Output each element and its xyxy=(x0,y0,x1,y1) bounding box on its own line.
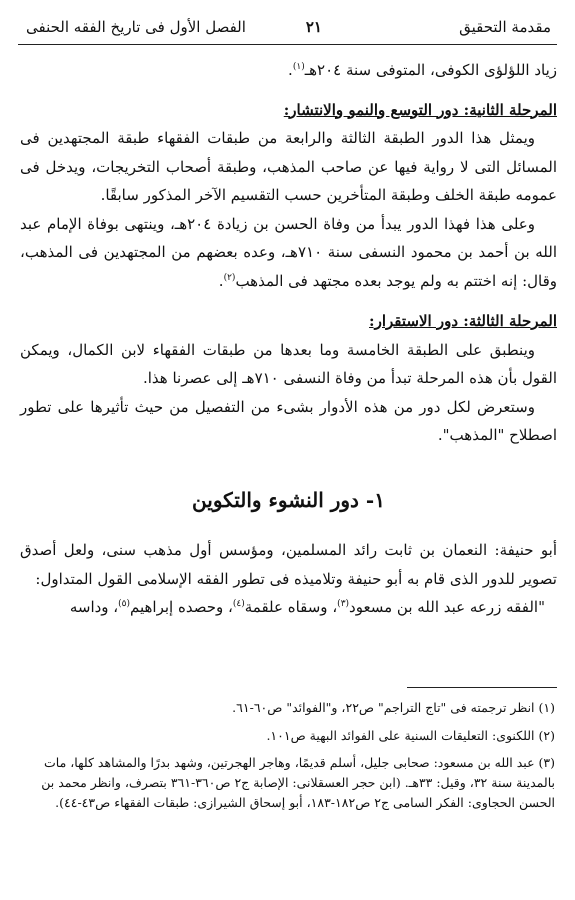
footnote-3: (٣) عبد الله بن مسعود: صحابى جليل، أسلم قديمًا، وهاجر الهجرتين، وشهد بدرًا والمشاهد كلها، مات بالمدينة سنة ٣٢، وقيل: ٣٣هـ. (ابن حجر العسقلانى: الإصابة ج٢ ص٣٦٠-٣٦١ بتصرف، وانظر محمد بن الحسن الحجاوى: الفكر السامى ج٢ ص١٨٢-١٨٣، أبو إسحاق الشيرازى: طبقات الفقهاء ص٤٣-٤٤). xyxy=(41,755,555,810)
header-chapter-title: الفصل الأول فى تاريخ الفقه الحنفى xyxy=(26,18,246,36)
stage-2-paragraph-2: وعلى هذا فهذا الدور يبدأ من وفاة الحسن بن زيادة ٢٠٤هـ، وينتهى بوفاة الإمام عبد الله بن أحمد بن محمود النسفى سنة ٧١٠هـ، وعده بعضهم من المجتهدين فى المذهب، وقال: إنه اختتم به ولم يوجد بعده مجتهد فى المذهب$^{(٢)}$. xyxy=(20,214,558,290)
stage-2-paragraph-1: ويمثل هذا الدور الطبقة الثالثة والرابعة من طبقات الفقهاء طبقة المجتهدين فى المسائل التى لا رواية فيها عن صاحب المذهب، وطبقة أصحاب التخريجات، ويدخل فى عمومه طبقة الخلف وطبقة المتأخرين حسب التقسيم الآخر المذكور سابقًا. xyxy=(20,129,557,204)
footnotes xyxy=(20,697,555,819)
origin-paragraph: أبو حنيفة: النعمان بن ثابت رائد المسلمين، ومؤسس أول مذهب سنى، ولعل أصدق تصوير للدور الذى قام به أبو حنيفة وتلاميذه فى تطور الفقه الإسلامى القول المتداول: xyxy=(20,541,557,588)
footnote-2: (٢) اللكنوى: التعليقات السنية على الفوائد البهية ص١٠١. xyxy=(266,728,555,743)
footnote-1: (١) انظر ترجمته فى "تاج التراجم" ص٢٢، و"الفوائد" ص٦٠-٦١. xyxy=(232,700,555,715)
footnote-separator xyxy=(407,687,557,688)
continued-line-text: زياد اللؤلؤى الكوفى، المتوفى سنة ٢٠٤هـ xyxy=(304,61,557,79)
stage-2-title: المرحلة الثانية: دور التوسع والنمو والانتشار: xyxy=(283,100,557,119)
quote-part-b: ، وسقاه علقمة xyxy=(244,598,338,616)
page-number: ٢١ xyxy=(305,18,322,36)
quote-line xyxy=(20,593,557,622)
footnote-ref-2[interactable]: (٢) xyxy=(223,272,236,283)
header-section-title: مقدمة التحقيق xyxy=(459,18,551,36)
footnote-ref-5[interactable]: (٥) xyxy=(118,599,131,609)
footnote-ref-4[interactable]: (٤) xyxy=(232,599,245,609)
stage-3-paragraph-1: وينطبق على الطبقة الخامسة وما بعدها من طبقات الفقهاء لابن الكمال، ويمكن القول بأن هذه المرحلة تبدأ من وفاة النسفى ٧١٠هـ إلى عصرنا هذا. xyxy=(20,340,557,387)
continued-line: زياد اللؤلؤى الكوفى، المتوفى سنة ٢٠٤هـ$^{(١)}$. xyxy=(288,61,557,79)
stage-3-paragraph-2: وستعرض لكل دور من هذه الأدوار بشىء من التفصيل من حيث تأثيرها على تطور اصطلاح "المذهب". xyxy=(20,397,557,444)
footnote-ref-3[interactable]: (٣) xyxy=(337,599,350,609)
running-header xyxy=(18,10,557,45)
quote-part-a: "الفقه زرعه عبد الله بن مسعود xyxy=(349,598,545,616)
stage-2-paragraph-2-text: وعلى هذا فهذا الدور يبدأ من وفاة الحسن بن زيادة ٢٠٤هـ، وينتهى بوفاة الإمام عبد الله بن أحمد بن محمود النسفى سنة ٧١٠هـ، وعده بعضهم من المجتهدين فى المذهب، وقال: إنه اختتم به ولم يوجد بعده مجتهد فى المذهب xyxy=(20,214,558,290)
footnote-ref-1[interactable]: (١) xyxy=(292,62,305,72)
chapter-title: ١- دور النشوء والتكوين xyxy=(192,487,385,512)
quote-part-d: ، وداسه xyxy=(69,598,119,616)
quote-part-c: ، وحصده إبراهيم xyxy=(130,598,233,616)
main-text xyxy=(20,56,557,622)
stage-3-title: المرحلة الثالثة: دور الاستقرار: xyxy=(369,312,557,330)
